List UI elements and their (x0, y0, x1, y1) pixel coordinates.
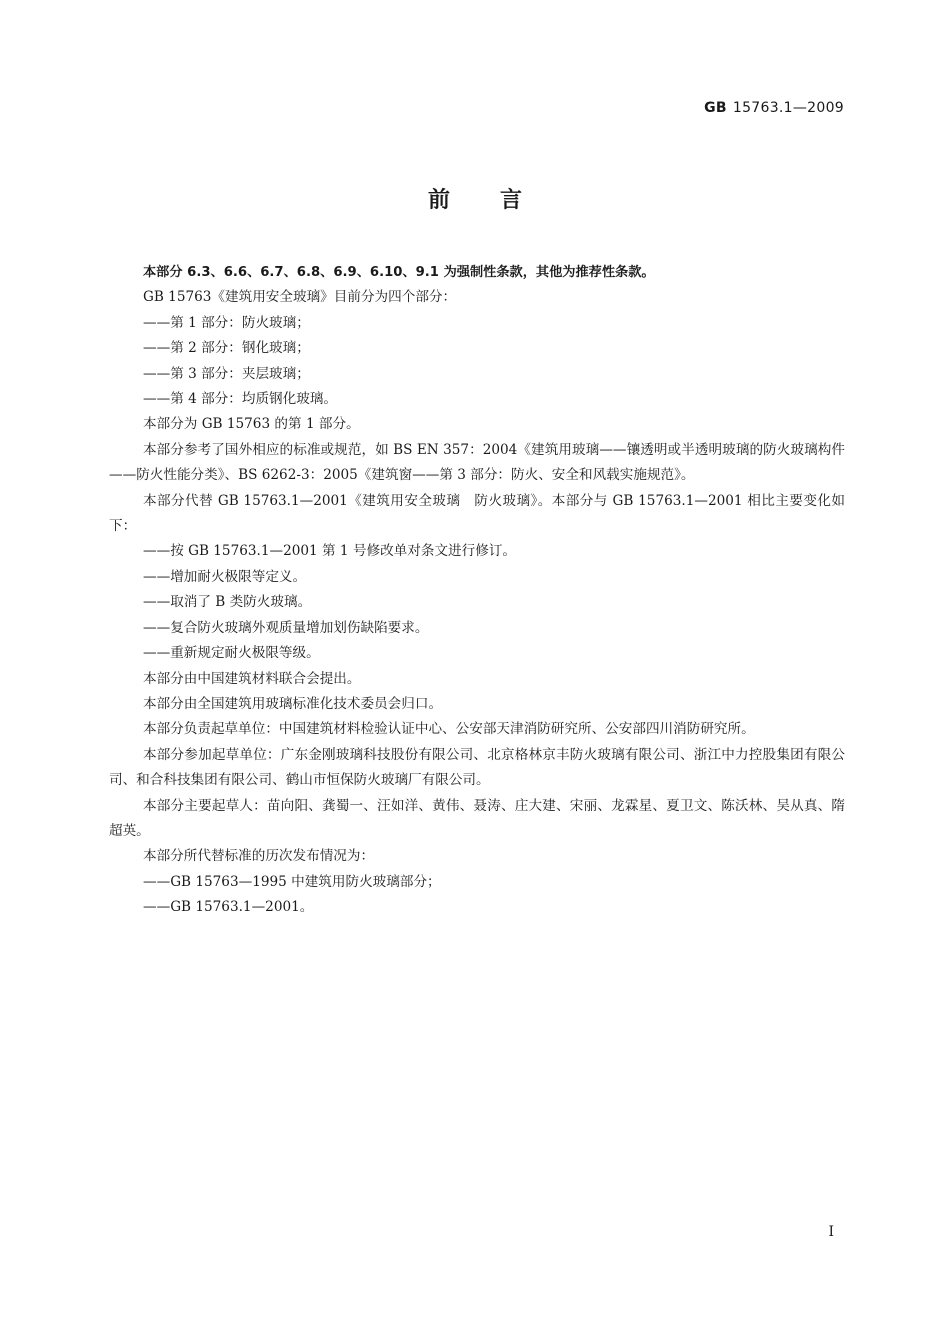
mandatory-clauses-statement: 本部分 6.3、6.6、6.7、6.8、6.9、6.10、9.1 为强制性条款，其他为推荐性条款。 (143, 265, 655, 280)
paragraph: 本部分所代替标准的历次发布情况为： (143, 848, 375, 865)
list-item: ——按 GB 15763.1—2001 第 1 号修改单对条文进行修订。 (143, 543, 517, 560)
page-number: I (828, 1224, 834, 1240)
paragraph: 本部分参考了国外相应的标准或规范，如 BS EN 357：2004《建筑用玻璃——镶透明或半透明玻璃的防火玻璃构件——防火性能分类》、BS 6262-3：2005《建筑窗——第 3 部分：防火、安全和风载实施规范》。 (109, 441, 845, 484)
standard-prefix: GB (704, 100, 727, 116)
page-title: 前言 (427, 188, 572, 213)
paragraph: 本部分由中国建筑材料联合会提出。 (143, 670, 361, 687)
paragraph: 本部分由全国建筑用玻璃标准化技术委员会归口。 (143, 695, 443, 712)
list-item: ——重新规定耐火极限等级。 (143, 645, 320, 662)
list-item: ——第 2 部分：钢化玻璃； (143, 340, 310, 357)
paragraph: 本部分代替 GB 15763.1—2001《建筑用安全玻璃 防火玻璃》。本部分与 GB 15763.1—2001 相比主要变化如下： (109, 492, 845, 535)
paragraph: 本部分主要起草人：苗向阳、龚蜀一、汪如洋、黄伟、聂涛、庄大建、宋丽、龙霖星、夏卫文、陈沃林、吴从真、隋超英。 (109, 797, 845, 839)
list-item: ——第 1 部分：防火玻璃； (143, 314, 310, 331)
list-item: ——GB 15763—1995 中建筑用防火玻璃部分； (143, 873, 441, 890)
standard-number: 15763.1—2009 (732, 100, 844, 116)
list-item: ——增加耐火极限等定义。 (143, 568, 307, 585)
list-item: ——复合防火玻璃外观质量增加划伤缺陷要求。 (143, 619, 429, 636)
paragraph: 本部分为 GB 15763 的第 1 部分。 (143, 416, 360, 433)
paragraph: 本部分参加起草单位：广东金刚玻璃科技股份有限公司、北京格林京丰防火玻璃有限公司、浙江中力控股集团有限公司、和合科技集团有限公司、鹤山市恒保防火玻璃厂有限公司。 (109, 746, 845, 789)
list-item: ——取消了 B 类防火玻璃。 (143, 594, 312, 611)
list-item: ——第 3 部分：夹层玻璃； (143, 365, 310, 382)
paragraph: GB 15763《建筑用安全玻璃》目前分为四个部分： (143, 289, 457, 306)
paragraph: 本部分负责起草单位：中国建筑材料检验认证中心、公安部天津消防研究所、公安部四川消防研究所。 (143, 721, 755, 738)
list-item: ——GB 15763.1—2001。 (143, 899, 314, 916)
standard-code (704, 100, 844, 116)
list-item: ——第 4 部分：均质钢化玻璃。 (143, 391, 338, 408)
foreword-body (109, 260, 845, 921)
